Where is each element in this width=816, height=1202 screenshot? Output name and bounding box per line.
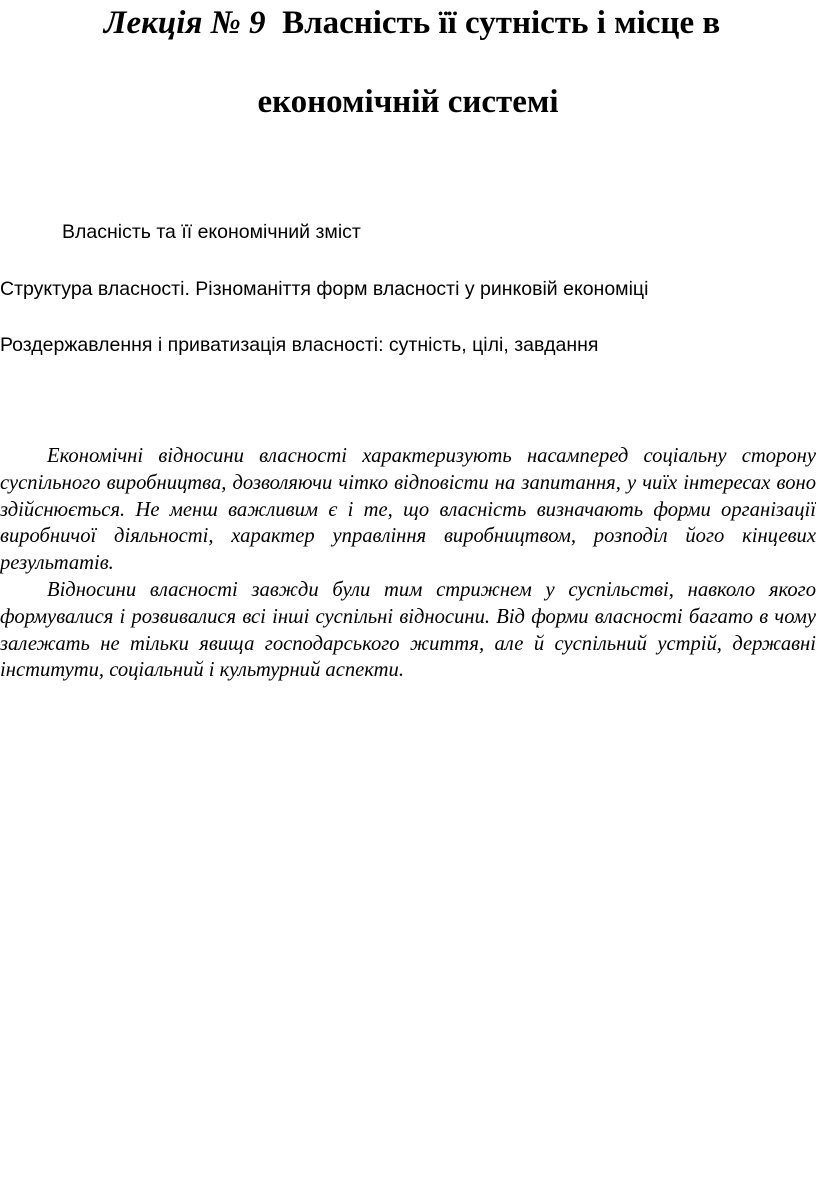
body-text — [0, 443, 816, 684]
outline-item-2: Структура власності. Різноманіття форм власності у ринковій економіці — [0, 278, 649, 300]
outline-item-3: Роздержавлення і приватизація власності: сутність, цілі, завдання — [0, 334, 599, 356]
title-line-1-text: Власність її сутність і місце в — [282, 5, 721, 41]
outline-item-1: Власність та її економічний зміст — [62, 221, 361, 243]
page-title-continued — [0, 82, 816, 122]
lecture-number: Лекція № 9 — [103, 5, 266, 41]
page-title — [4, 3, 816, 43]
paragraph-1: Економічні відносини власності характеризують насамперед соціальну сторону суспільного виробництва, дозволяючи чітко відповісти на запитання, у чиїх інтересах воно здійснюється. Не менш важливим є і те, що власність визначають форми організації виробничої діяльності, характер управління виробництвом, розподіл його кінцевих результатів. — [0, 445, 816, 575]
paragraph-2: Відносини власності завжди були тим стрижнем у суспільстві, навколо якого формувалися і розвивалися всі інші суспільні відносини. Від форми власності багато в чому залежать не тільки явища господарського життя, але й суспільний устрій, державні інститути, соціальний і культурний аспекти. — [0, 578, 816, 682]
title-line-2-text: економічній системі — [257, 84, 559, 120]
